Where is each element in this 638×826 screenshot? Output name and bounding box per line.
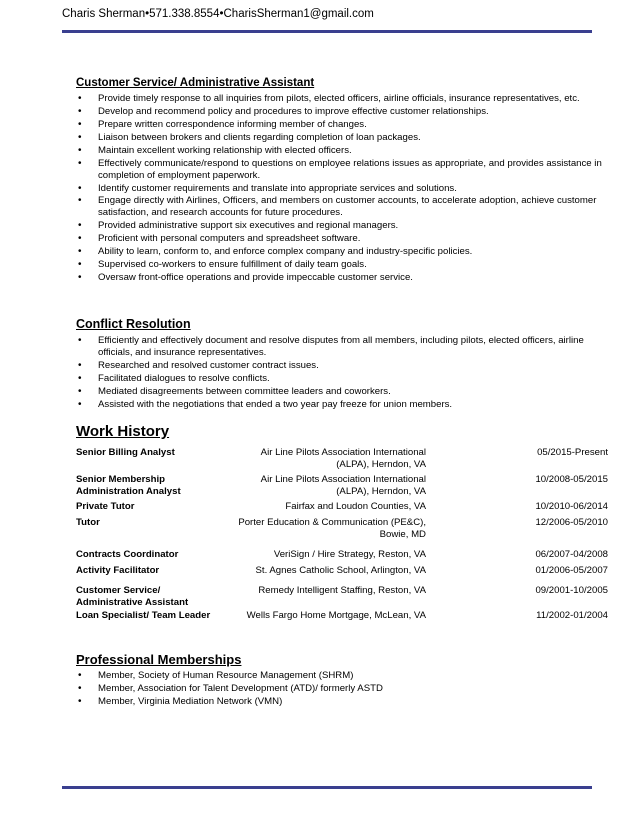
list-item: • Member, Association for Talent Development (ATD)/ formerly ASTD — [76, 683, 616, 695]
table-row — [76, 517, 616, 549]
list-item: • Prepare written correspondence informing member of changes. — [76, 119, 616, 131]
list-item: • Assisted with the negotiations that ended a two year pay freeze for union members. — [76, 399, 616, 411]
contact-line: Charis Sherman•571.338.8554•CharisSherman1@gmail.com — [62, 8, 374, 20]
job-title: Tutor — [76, 516, 100, 528]
work-history-title: Work History — [76, 423, 170, 440]
list-item: • Proficient with personal computers and spreadsheet software. — [76, 233, 616, 245]
job-org: Wells Fargo Home Mortgage, McLean, VA — [246, 609, 426, 621]
job-title: Loan Specialist/ Team Leader — [76, 609, 211, 621]
customer-service-title: Customer Service/ Administrative Assistant — [76, 77, 315, 89]
job-org: Fairfax and Loudon Counties, VA — [285, 501, 426, 513]
job-dates: 10/2008-05/2015 — [535, 474, 608, 486]
list-item: • Provide timely response to all inquiries from pilots, elected officers, airline officials, insurance representatives, etc. — [76, 93, 616, 105]
job-org: St. Agnes Catholic School, Arlington, VA — [255, 564, 426, 576]
list-item: • Researched and resolved customer contract issues. — [76, 360, 616, 372]
work-history-table — [76, 447, 616, 625]
memberships-section — [76, 652, 616, 709]
job-title: Senior Membership Administration Analyst — [76, 474, 181, 497]
table-row — [76, 549, 616, 565]
table-row — [76, 610, 616, 626]
job-org: Air Line Pilots Association International (ALPA), Herndon, VA — [260, 447, 426, 470]
table-row — [76, 447, 616, 474]
list-item: • Ability to learn, conform to, and enforce complex company and industry-specific policies. — [76, 246, 616, 258]
job-dates: 01/2006-05/2007 — [535, 564, 608, 576]
list-item: • Member, Society of Human Resource Management (SHRM) — [76, 670, 616, 682]
job-dates: 11/2002-01/2004 — [536, 609, 608, 621]
list-item: • Member, Virginia Mediation Network (VMN) — [76, 696, 616, 708]
list-item: • Facilitated dialogues to resolve conflicts. — [76, 373, 616, 385]
list-item: • Mediated disagreements between committee leaders and coworkers. — [76, 386, 616, 398]
memberships-list — [76, 670, 616, 708]
table-row — [76, 565, 616, 586]
list-item: • Provided administrative support six executives and regional managers. — [76, 220, 616, 232]
list-item: • Liaison between brokers and clients regarding completion of loan packages. — [76, 132, 616, 144]
customer-service-section — [76, 76, 616, 285]
memberships-title: Professional Memberships — [76, 652, 242, 667]
job-title: Senior Billing Analyst — [76, 447, 175, 458]
header-rule — [62, 30, 592, 33]
list-item: • Effectively communicate/respond to questions on employee relations issues as appropriate, and provides assistance in completion of employment paperwork. — [76, 158, 616, 181]
table-row — [76, 474, 616, 501]
table-row — [76, 501, 616, 517]
job-dates: 09/2001-10/2005 — [535, 585, 608, 597]
job-title: Activity Facilitator — [76, 564, 160, 576]
job-dates: 10/2010-06/2014 — [535, 501, 608, 513]
job-dates: 05/2015-Present — [537, 447, 608, 458]
job-org: VeriSign / Hire Strategy, Reston, VA — [273, 549, 426, 561]
list-item: • Oversaw front-office operations and provide impeccable customer service. — [76, 272, 616, 284]
conflict-resolution-section — [76, 317, 616, 412]
job-title: Private Tutor — [76, 501, 135, 513]
job-title: Customer Service/ Administrative Assistant — [76, 585, 189, 608]
job-title: Contracts Coordinator — [76, 549, 179, 561]
conflict-resolution-title: Conflict Resolution — [76, 317, 191, 331]
customer-service-list — [76, 93, 616, 284]
job-org: Air Line Pilots Association International (ALPA), Herndon, VA — [260, 474, 426, 497]
work-history-section — [76, 423, 616, 625]
job-dates: 12/2006-05/2010 — [535, 516, 608, 528]
list-item: • Supervised co-workers to ensure fulfillment of daily team goals. — [76, 259, 616, 271]
job-dates: 06/2007-04/2008 — [535, 549, 608, 561]
list-item: • Efficiently and effectively document and resolve disputes from all members, including pilots, elected officers, airline officials, and insurance representatives. — [76, 335, 616, 358]
job-org: Remedy Intelligent Staffing, Reston, VA — [258, 585, 426, 597]
list-item: • Maintain excellent working relationship with elected officers. — [76, 145, 616, 157]
list-item: • Identify customer requirements and translate into appropriate services and solutions. — [76, 183, 616, 195]
job-org: Porter Education & Communication (PE&C), Bowie, MD — [238, 516, 426, 540]
table-row — [76, 585, 616, 609]
list-item: • Develop and recommend policy and procedures to improve effective customer relationships. — [76, 106, 616, 118]
footer-rule — [62, 786, 592, 789]
conflict-resolution-list — [76, 335, 616, 410]
list-item: • Engage directly with Airlines, Officers, and members on customer accounts, to accelerate adoption, achieve customer satisfaction, and research accounts for future procedures. — [76, 195, 616, 218]
